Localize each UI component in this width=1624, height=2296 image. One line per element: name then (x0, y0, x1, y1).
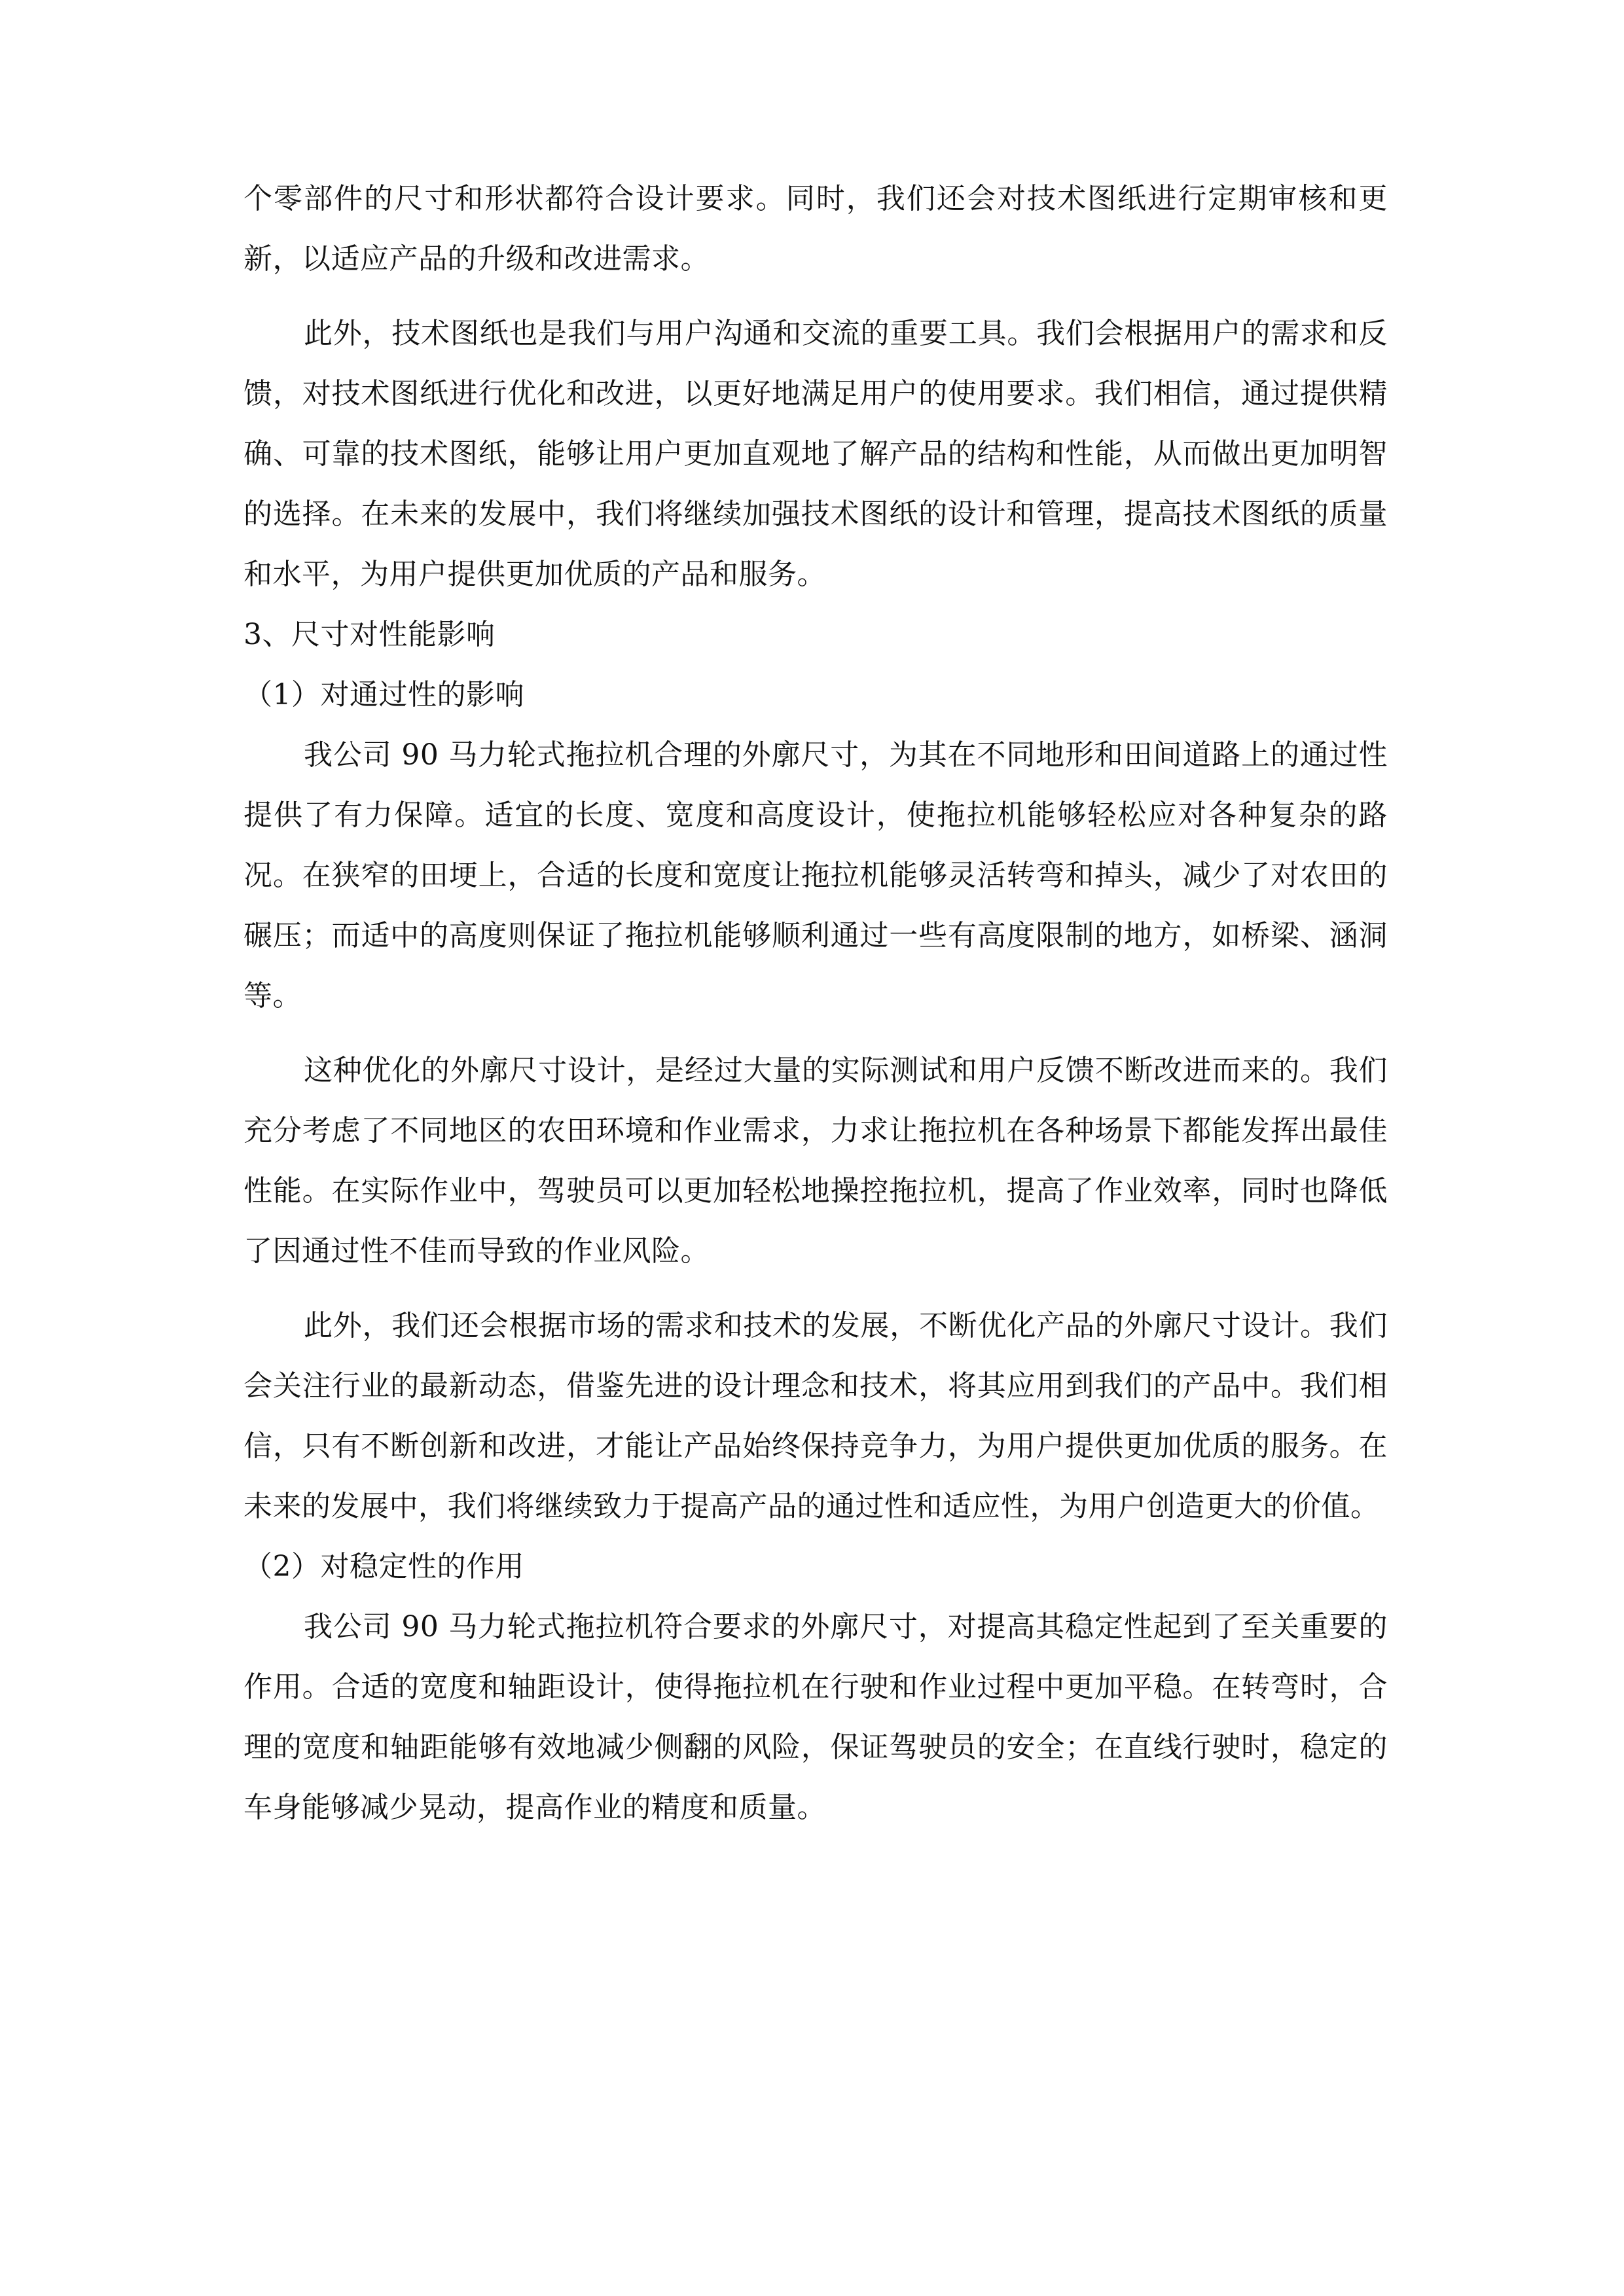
paragraph-stability-1: 我公司 90 马力轮式拖拉机符合要求的外廓尺寸，对提高其稳定性起到了至关重要的作用。合适的宽度和轴距设计，使得拖拉机在行驶和作业过程中更加平稳。在转弯时，合理的宽度和轴距能够有效地减少侧翻的风险，保证驾驶员的安全；在直线行驶时，稳定的车身能够减少晃动，提高作业的精度和质量。 (244, 1610, 1388, 1824)
paragraph-passability-2: 这种优化的外廓尺寸设计，是经过大量的实际测试和用户反馈不断改进而来的。我们充分考虑了不同地区的农田环境和作业需求，力求让拖拉机在各种场景下都能发挥出最佳性能。在实际作业中，驾驶员可以更加轻松地操控拖拉机，提高了作业效率，同时也降低了因通过性不佳而导致的作业风险。 (244, 1054, 1388, 1268)
paragraph-continuation: 个零部件的尺寸和形状都符合设计要求。同时，我们还会对技术图纸进行定期审核和更新，以适应产品的升级和改进需求。 (244, 182, 1388, 276)
document-page (244, 169, 1388, 1838)
subheading-passability: （1）对通过性的影响 (244, 678, 524, 711)
section-heading-size-performance: 3、尺寸对性能影响 (244, 618, 496, 651)
subheading-stability: （2）对稳定性的作用 (244, 1550, 524, 1583)
paragraph-passability-3: 此外，我们还会根据市场的需求和技术的发展，不断优化产品的外廓尺寸设计。我们会关注行业的最新动态，借鉴先进的设计理念和技术，将其应用到我们的产品中。我们相信，只有不断创新和改进，才能让产品始终保持竞争力，为用户提供更加优质的服务。在未来的发展中，我们将继续致力于提高产品的通过性和适应性，为用户创造更大的价值。 (244, 1309, 1388, 1523)
paragraph-passability-1: 我公司 90 马力轮式拖拉机合理的外廓尺寸，为其在不同地形和田间道路上的通过性提供了有力保障。适宜的长度、宽度和高度设计，使拖拉机能够轻松应对各种复杂的路况。在狭窄的田埂上，合适的长度和宽度让拖拉机能够灵活转弯和掉头，减少了对农田的碾压；而适中的高度则保证了拖拉机能够顺利通过一些有高度限制的地方，如桥梁、涵洞等。 (244, 738, 1388, 1013)
paragraph-technical-drawings: 此外，技术图纸也是我们与用户沟通和交流的重要工具。我们会根据用户的需求和反馈，对技术图纸进行优化和改进，以更好地满足用户的使用要求。我们相信，通过提供精确、可靠的技术图纸，能够让用户更加直观地了解产品的结构和性能，从而做出更加明智的选择。在未来的发展中，我们将继续加强技术图纸的设计和管理，提高技术图纸的质量和水平，为用户提供更加优质的产品和服务。 (244, 317, 1388, 591)
